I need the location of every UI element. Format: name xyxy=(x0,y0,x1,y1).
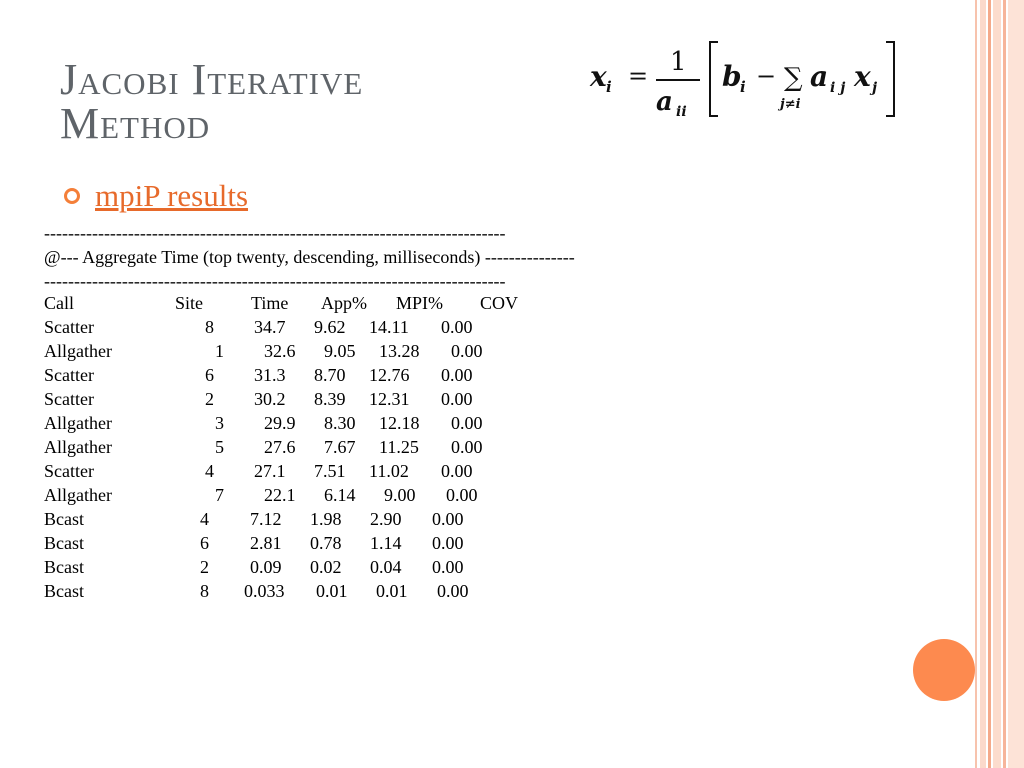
table-row xyxy=(44,315,564,339)
cell-call: Scatter xyxy=(44,317,94,337)
cell-call: Bcast xyxy=(44,581,84,601)
cell-time: 2.81 xyxy=(250,533,282,553)
formula-minus: − xyxy=(756,62,777,90)
title-line-1: Jacobi Iterative xyxy=(60,55,364,104)
cell-call: Allgather xyxy=(44,341,112,361)
header-call: Call xyxy=(44,293,74,313)
circle-bullet-icon xyxy=(64,188,80,204)
cell-cov: 0.00 xyxy=(451,437,483,457)
cell-call: Allgather xyxy=(44,485,112,505)
cell-app-pct: 9.05 xyxy=(324,341,356,361)
cell-time: 0.033 xyxy=(244,581,285,601)
table-header-row xyxy=(44,291,564,315)
separator-line: ----------------------------------------------------------------------------- xyxy=(44,271,506,291)
cell-site: 4 xyxy=(205,461,214,481)
table-row xyxy=(44,579,564,603)
cell-cov: 0.00 xyxy=(432,557,464,577)
formula-lhs-sub: i xyxy=(606,78,612,96)
table-row xyxy=(44,483,564,507)
decor-circle xyxy=(913,639,975,701)
cell-cov: 0.00 xyxy=(441,317,473,337)
cell-time: 27.6 xyxy=(264,437,296,457)
header-app: App% xyxy=(321,293,367,313)
table-row xyxy=(44,339,564,363)
cell-call: Bcast xyxy=(44,509,84,529)
cell-app-pct: 6.14 xyxy=(324,485,356,505)
cell-mpi-pct: 1.14 xyxy=(370,533,402,553)
table-row xyxy=(44,507,564,531)
cell-mpi-pct: 9.00 xyxy=(384,485,416,505)
decor-stripe xyxy=(1003,0,1006,768)
cell-cov: 0.00 xyxy=(441,461,473,481)
formula-b-sub: i xyxy=(740,78,746,96)
cell-app-pct: 0.01 xyxy=(316,581,348,601)
bullet-item xyxy=(64,176,248,216)
slide-title xyxy=(60,55,480,148)
cell-mpi-pct: 0.04 xyxy=(370,557,402,577)
formula-left-bracket xyxy=(710,42,718,116)
cell-app-pct: 0.02 xyxy=(310,557,342,577)
cell-app-pct: 8.39 xyxy=(314,389,346,409)
formula-numerator: 1 xyxy=(670,47,687,77)
table-row xyxy=(44,363,564,387)
cell-cov: 0.00 xyxy=(441,365,473,385)
cell-time: 32.6 xyxy=(264,341,296,361)
formula-a: a xyxy=(810,60,829,93)
cell-call: Scatter xyxy=(44,389,94,409)
cell-app-pct: 7.67 xyxy=(324,437,356,457)
cell-time: 30.2 xyxy=(254,389,286,409)
cell-site: 6 xyxy=(205,365,214,385)
cell-call: Allgather xyxy=(44,437,112,457)
cell-site: 3 xyxy=(215,413,224,433)
formula-sigma: ∑ xyxy=(784,63,803,93)
cell-site: 8 xyxy=(205,317,214,337)
cell-mpi-pct: 12.31 xyxy=(369,389,410,409)
jacobi-formula xyxy=(588,34,898,122)
formula-denominator: a xyxy=(656,87,673,117)
cell-app-pct: 9.62 xyxy=(314,317,346,337)
cell-cov: 0.00 xyxy=(451,413,483,433)
aggregate-time-table xyxy=(44,291,564,603)
cell-cov: 0.00 xyxy=(446,485,478,505)
cell-cov: 0.00 xyxy=(432,509,464,529)
cell-mpi-pct: 0.01 xyxy=(376,581,408,601)
cell-call: Scatter xyxy=(44,365,94,385)
cell-time: 22.1 xyxy=(264,485,296,505)
formula-equals: = xyxy=(628,62,649,90)
cell-site: 5 xyxy=(215,437,224,457)
cell-mpi-pct: 11.25 xyxy=(379,437,419,457)
cell-site: 2 xyxy=(205,389,214,409)
formula-a-sub: i j xyxy=(830,80,846,96)
separator-line: ----------------------------------------------------------------------------- xyxy=(44,223,506,243)
header-mpi: MPI% xyxy=(396,293,444,313)
cell-app-pct: 0.78 xyxy=(310,533,342,553)
cell-mpi-pct: 14.11 xyxy=(369,317,409,337)
table-row xyxy=(44,555,564,579)
header-cov: COV xyxy=(480,293,519,313)
cell-site: 7 xyxy=(215,485,224,505)
cell-app-pct: 1.98 xyxy=(310,509,342,529)
cell-cov: 0.00 xyxy=(441,389,473,409)
cell-call: Bcast xyxy=(44,557,84,577)
cell-time: 0.09 xyxy=(250,557,282,577)
decor-stripe xyxy=(988,0,991,768)
cell-call: Bcast xyxy=(44,533,84,553)
report-header xyxy=(44,221,575,293)
cell-site: 8 xyxy=(200,581,209,601)
cell-time: 7.12 xyxy=(250,509,282,529)
cell-app-pct: 8.70 xyxy=(314,365,346,385)
formula-right-bracket xyxy=(886,42,894,116)
mpip-results-link[interactable]: mpiP results xyxy=(95,178,249,213)
formula-lhs: x xyxy=(590,60,607,93)
cell-site: 4 xyxy=(200,509,209,529)
table-row xyxy=(44,411,564,435)
header-time: Time xyxy=(251,293,289,313)
cell-call: Scatter xyxy=(44,461,94,481)
cell-time: 29.9 xyxy=(264,413,296,433)
formula-x: x xyxy=(854,60,871,93)
title-line-2: Method xyxy=(60,99,211,148)
cell-cov: 0.00 xyxy=(432,533,464,553)
decor-stripe xyxy=(1008,0,1024,768)
cell-time: 27.1 xyxy=(254,461,286,481)
cell-mpi-pct: 12.18 xyxy=(379,413,420,433)
formula-denominator-sub: ii xyxy=(676,104,687,120)
table-body xyxy=(44,315,564,603)
cell-app-pct: 7.51 xyxy=(314,461,346,481)
decor-stripe xyxy=(993,0,1001,768)
cell-app-pct: 8.30 xyxy=(324,413,356,433)
header-site: Site xyxy=(175,293,204,313)
cell-call: Allgather xyxy=(44,413,112,433)
cell-time: 31.3 xyxy=(254,365,286,385)
cell-cov: 0.00 xyxy=(451,341,483,361)
table-row xyxy=(44,435,564,459)
table-row xyxy=(44,459,564,483)
report-heading: @--- Aggregate Time (top twenty, descending, milliseconds) --------------- xyxy=(44,247,575,267)
cell-cov: 0.00 xyxy=(437,581,469,601)
cell-mpi-pct: 12.76 xyxy=(369,365,410,385)
cell-mpi-pct: 13.28 xyxy=(379,341,420,361)
formula-x-sub: j xyxy=(872,80,878,96)
cell-site: 1 xyxy=(215,341,224,361)
cell-time: 34.7 xyxy=(254,317,286,337)
decor-stripe xyxy=(980,0,986,768)
table-row xyxy=(44,387,564,411)
formula-sum-sub: j≠i xyxy=(780,97,801,112)
formula-b: b xyxy=(722,60,742,93)
cell-site: 2 xyxy=(200,557,209,577)
cell-mpi-pct: 11.02 xyxy=(369,461,409,481)
cell-site: 6 xyxy=(200,533,209,553)
table-row xyxy=(44,531,564,555)
cell-mpi-pct: 2.90 xyxy=(370,509,402,529)
decor-stripe xyxy=(975,0,977,768)
